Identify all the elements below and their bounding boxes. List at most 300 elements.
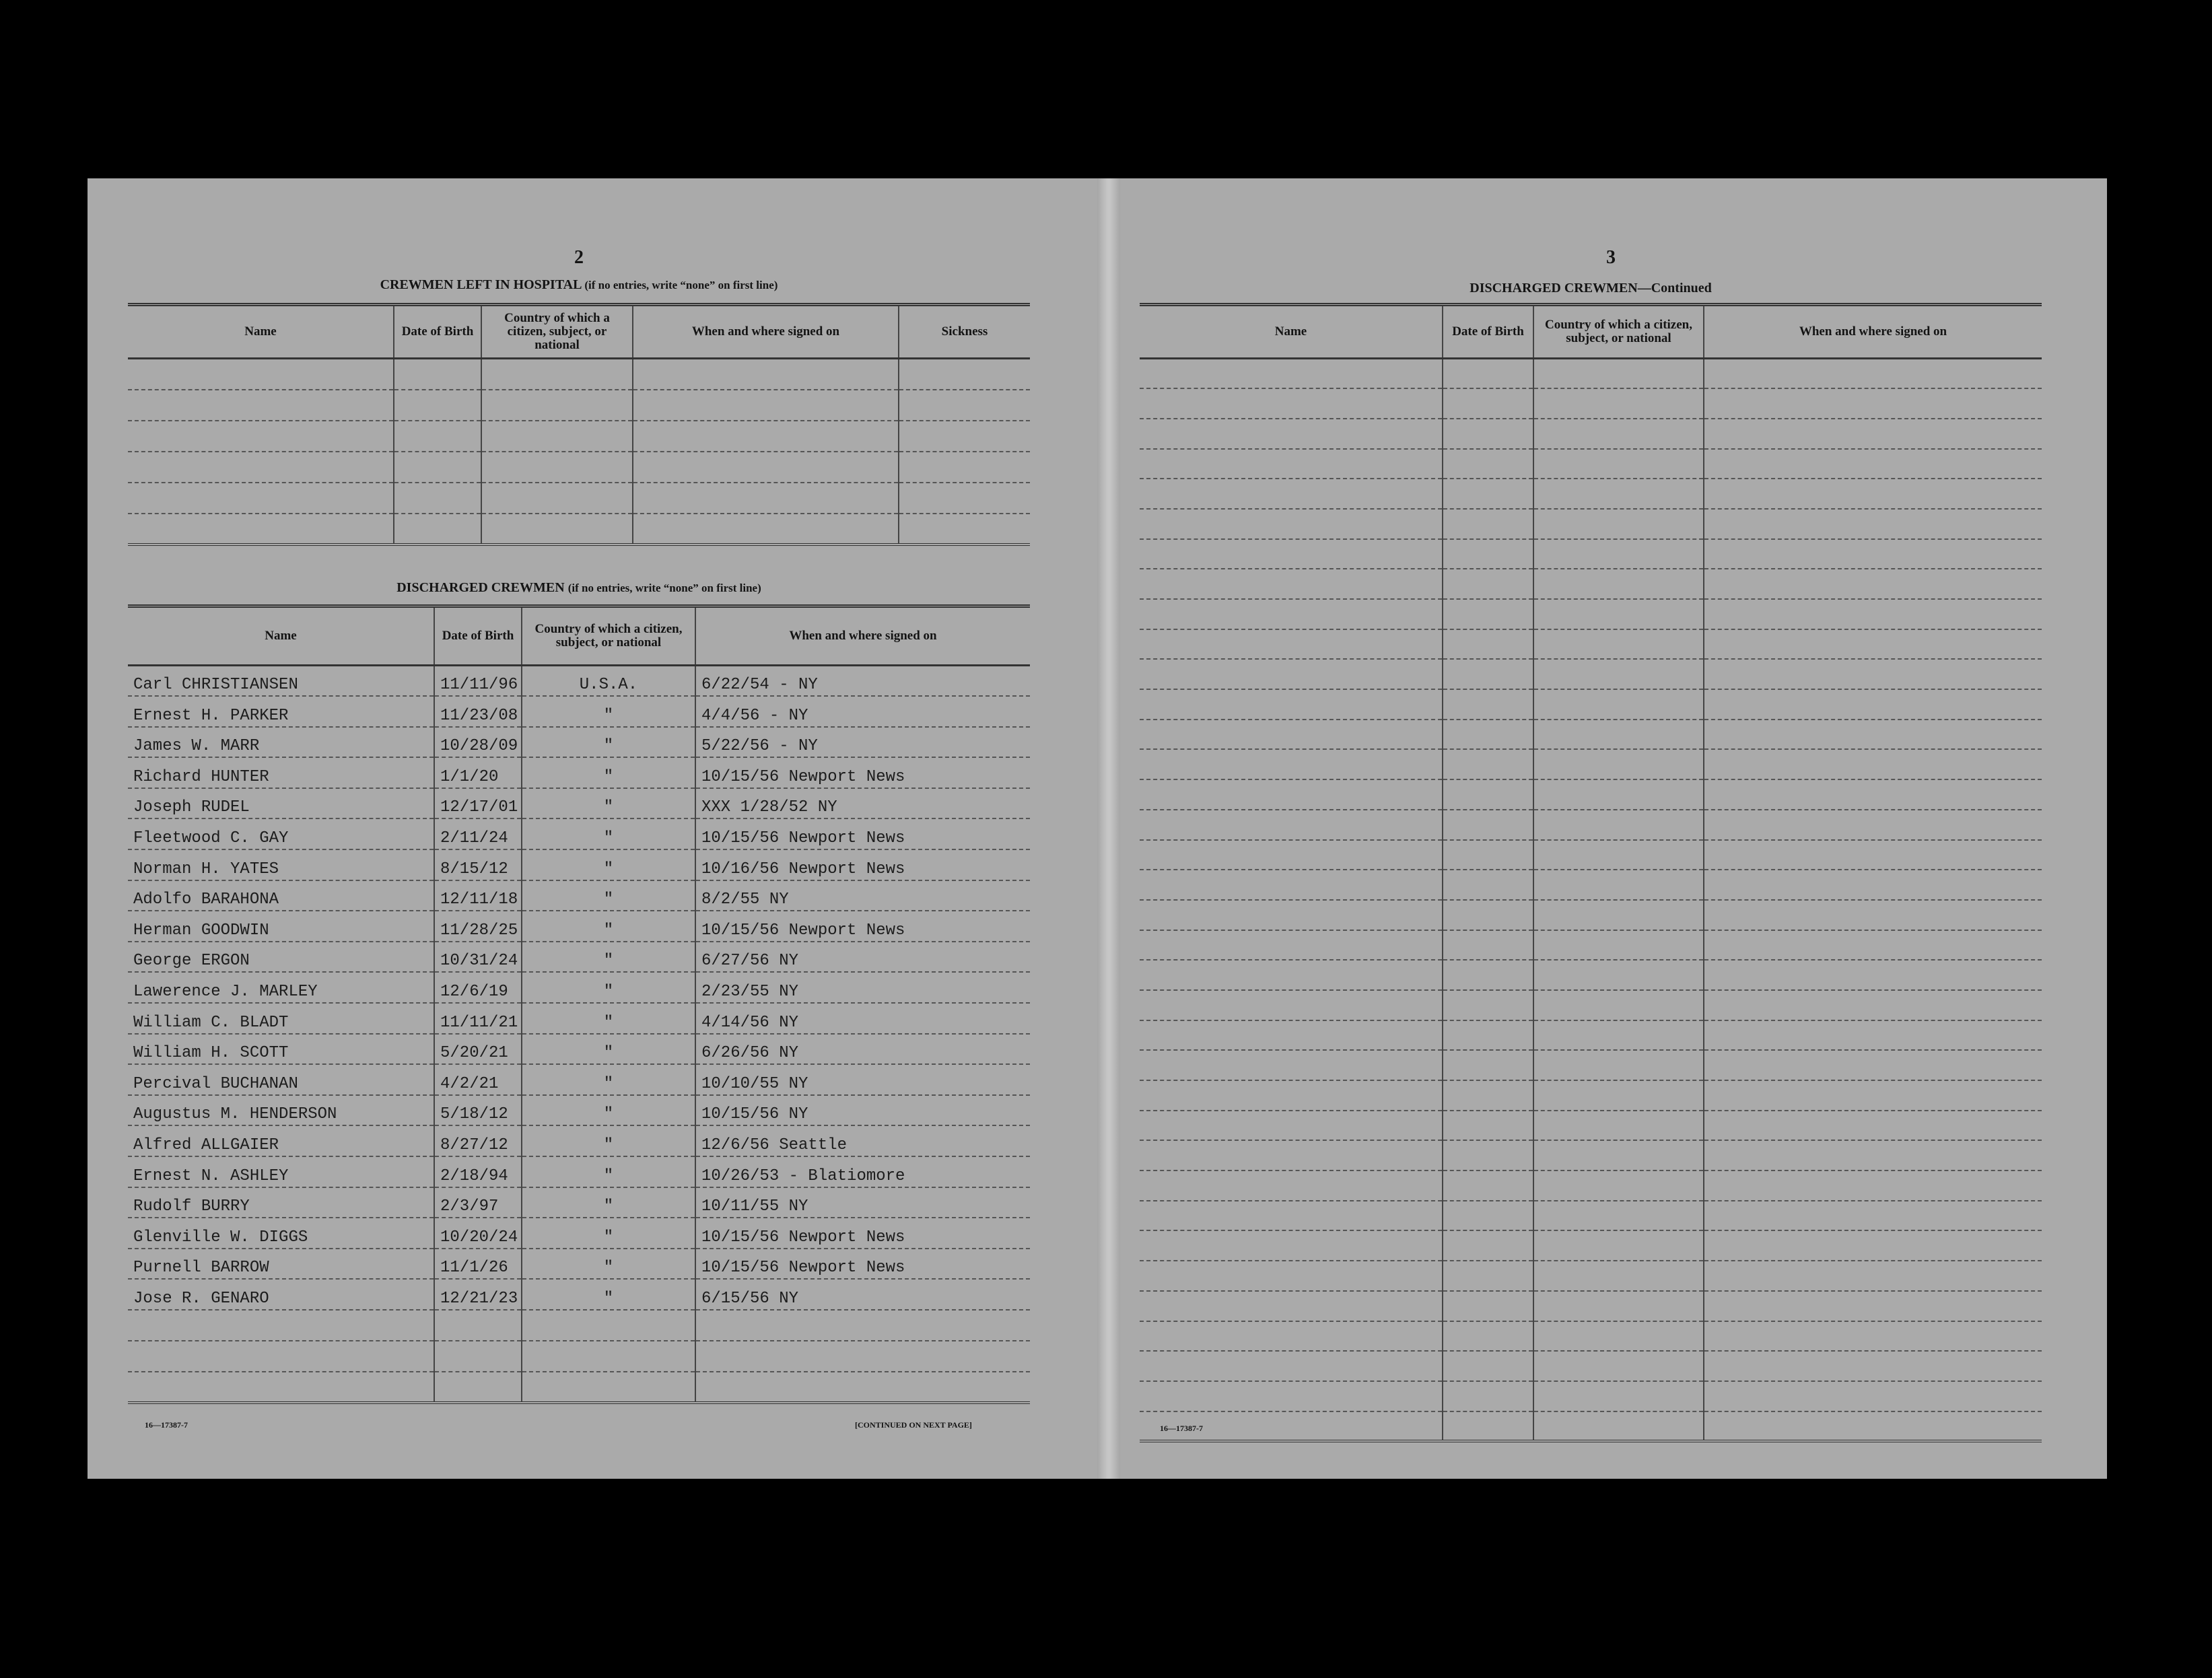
blank-cell	[1704, 990, 2042, 1020]
blank-cell	[1704, 960, 2042, 990]
blank-cell	[899, 483, 1030, 514]
blank-cell	[394, 514, 481, 545]
blank-cell	[1443, 599, 1533, 629]
blank-cell	[1443, 1111, 1533, 1141]
crew-row	[128, 880, 1030, 911]
blank-cell	[1140, 509, 1443, 539]
hospital-note: (if no entries, write “none” on first line)	[584, 279, 778, 291]
blank-row	[128, 421, 1030, 452]
crew-signed-on: 5/22/56 - NY	[695, 727, 1030, 758]
crew-dob: 12/17/01	[434, 788, 522, 819]
blank-cell	[394, 483, 481, 514]
blank-cell	[1443, 419, 1533, 449]
blank-cell	[128, 483, 394, 514]
blank-cell	[394, 452, 481, 483]
blank-cell	[1443, 1381, 1533, 1411]
col-header-name: Name	[128, 606, 434, 666]
crew-country: "	[522, 1125, 695, 1156]
blank-cell	[1533, 930, 1704, 960]
blank-cell	[1704, 629, 2042, 660]
blank-cell	[128, 390, 394, 421]
blank-cell	[1533, 539, 1704, 569]
blank-cell	[1704, 539, 2042, 569]
crew-signed-on: 10/15/56 Newport News	[695, 757, 1030, 788]
blank-row	[1140, 419, 2042, 449]
blank-cell	[633, 390, 899, 421]
form-number: 16—17387-7	[1160, 1424, 1203, 1433]
crew-signed-on: XXX 1/28/52 NY	[695, 788, 1030, 819]
crew-row	[128, 1064, 1030, 1095]
page-number: 3	[1606, 247, 1616, 268]
blank-cell	[1140, 960, 1443, 990]
crew-country: "	[522, 1095, 695, 1126]
blank-cell	[1140, 599, 1443, 629]
crew-row	[128, 727, 1030, 758]
blank-cell	[1443, 840, 1533, 870]
blank-cell	[899, 514, 1030, 545]
blank-cell	[695, 1310, 1030, 1341]
blank-cell	[1140, 870, 1443, 900]
blank-cell	[522, 1372, 695, 1403]
crew-row	[128, 696, 1030, 727]
blank-row	[1140, 960, 2042, 990]
blank-cell	[1704, 930, 2042, 960]
blank-cell	[481, 421, 633, 452]
crew-signed-on: 10/15/56 Newport News	[695, 1218, 1030, 1249]
blank-cell	[522, 1341, 695, 1372]
crew-row	[128, 972, 1030, 1003]
blank-cell	[1704, 659, 2042, 689]
crew-dob: 2/18/94	[434, 1156, 522, 1187]
blank-row	[1140, 1321, 2042, 1352]
crew-country: "	[522, 849, 695, 880]
blank-cell	[1533, 1351, 1704, 1381]
crew-row	[128, 1249, 1030, 1280]
discharged-section-title	[128, 580, 1030, 596]
blank-cell	[899, 452, 1030, 483]
blank-row	[128, 1372, 1030, 1403]
blank-cell	[695, 1341, 1030, 1372]
blank-row	[1140, 1111, 2042, 1141]
blank-cell	[1443, 900, 1533, 930]
blank-cell	[1533, 1050, 1704, 1080]
crew-dob: 8/27/12	[434, 1125, 522, 1156]
blank-cell	[1140, 1261, 1443, 1291]
blank-cell	[1704, 449, 2042, 479]
discharged-title: DISCHARGED CREWMEN	[396, 580, 565, 595]
crew-name: Ernest H. PARKER	[128, 696, 434, 727]
blank-row	[1140, 599, 2042, 629]
form-number: 16—17387-7	[145, 1420, 188, 1430]
crew-signed-on: 12/6/56 Seattle	[695, 1125, 1030, 1156]
crew-name: Herman GOODWIN	[128, 911, 434, 942]
blank-cell	[1140, 1111, 1443, 1141]
crew-country: "	[522, 911, 695, 942]
crew-name: Carl CHRISTIANSEN	[128, 666, 434, 697]
crew-signed-on: 6/22/54 - NY	[695, 666, 1030, 697]
blank-cell	[1704, 359, 2042, 389]
blank-cell	[481, 359, 633, 390]
crew-row	[128, 788, 1030, 819]
blank-cell	[1533, 569, 1704, 599]
blank-cell	[1533, 1170, 1704, 1201]
blank-cell	[1140, 359, 1443, 389]
blank-cell	[1533, 479, 1704, 509]
blank-cell	[1533, 359, 1704, 389]
blank-cell	[1533, 629, 1704, 660]
blank-row	[1140, 749, 2042, 779]
blank-row	[1140, 359, 2042, 389]
crew-signed-on: 10/15/56 Newport News	[695, 818, 1030, 849]
blank-cell	[1533, 840, 1704, 870]
blank-cell	[1140, 479, 1443, 509]
blank-row	[1140, 509, 2042, 539]
col-header-country: Country of which a citizen, subject, or national	[1533, 305, 1704, 359]
blank-cell	[1140, 629, 1443, 660]
blank-cell	[1443, 689, 1533, 720]
blank-cell	[1533, 1080, 1704, 1111]
blank-cell	[1443, 930, 1533, 960]
blank-cell	[1140, 1351, 1443, 1381]
blank-cell	[1704, 1291, 2042, 1321]
blank-cell	[1704, 599, 2042, 629]
blank-cell	[394, 359, 481, 390]
blank-row	[1140, 479, 2042, 509]
blank-cell	[434, 1341, 522, 1372]
blank-row	[1140, 449, 2042, 479]
crew-row	[128, 1218, 1030, 1249]
blank-cell	[1443, 1201, 1533, 1231]
crew-dob: 11/1/26	[434, 1249, 522, 1280]
crew-row	[128, 1187, 1030, 1218]
blank-cell	[1140, 1291, 1443, 1321]
blank-cell	[1443, 1080, 1533, 1111]
blank-cell	[1533, 1020, 1704, 1051]
blank-row	[1140, 1170, 2042, 1201]
blank-cell	[1704, 779, 2042, 810]
blank-cell	[1140, 930, 1443, 960]
discharged-table	[128, 604, 1030, 1404]
col-header-dob: Date of Birth	[434, 606, 522, 666]
blank-cell	[128, 359, 394, 390]
blank-cell	[1533, 1201, 1704, 1231]
crew-dob: 4/2/21	[434, 1064, 522, 1095]
blank-cell	[1704, 1201, 2042, 1231]
crew-country: "	[522, 1187, 695, 1218]
blank-row	[1140, 1291, 2042, 1321]
blank-cell	[1533, 1291, 1704, 1321]
blank-cell	[1704, 1261, 2042, 1291]
blank-cell	[1533, 1140, 1704, 1170]
blank-cell	[1704, 1321, 2042, 1352]
blank-cell	[1533, 1261, 1704, 1291]
blank-cell	[1533, 960, 1704, 990]
blank-cell	[128, 452, 394, 483]
blank-cell	[1443, 1291, 1533, 1321]
blank-cell	[1443, 659, 1533, 689]
crew-dob: 11/23/08	[434, 696, 522, 727]
blank-cell	[633, 514, 899, 545]
blank-row	[1140, 569, 2042, 599]
crew-country: "	[522, 1064, 695, 1095]
crew-row	[128, 666, 1030, 697]
crew-name: Ernest N. ASHLEY	[128, 1156, 434, 1187]
blank-cell	[1533, 449, 1704, 479]
blank-cell	[434, 1310, 522, 1341]
crew-signed-on: 10/15/56 Newport News	[695, 1249, 1030, 1280]
blank-cell	[1533, 1381, 1704, 1411]
crew-row	[128, 911, 1030, 942]
crew-country: "	[522, 942, 695, 973]
crew-country: "	[522, 727, 695, 758]
blank-cell	[1140, 810, 1443, 840]
blank-row	[1140, 1201, 2042, 1231]
col-header-name: Name	[128, 305, 394, 359]
blank-cell	[1443, 1050, 1533, 1080]
blank-row	[1140, 930, 2042, 960]
crew-dob: 2/11/24	[434, 818, 522, 849]
crew-name: Augustus M. HENDERSON	[128, 1095, 434, 1126]
blank-cell	[1704, 1381, 2042, 1411]
blank-cell	[1443, 810, 1533, 840]
blank-row	[1140, 1050, 2042, 1080]
crew-row	[128, 942, 1030, 973]
blank-cell	[1140, 419, 1443, 449]
blank-cell	[1533, 509, 1704, 539]
blank-row	[1140, 689, 2042, 720]
crew-signed-on: 4/14/56 NY	[695, 1003, 1030, 1034]
crew-country: "	[522, 880, 695, 911]
blank-row	[128, 1310, 1030, 1341]
blank-cell	[1704, 810, 2042, 840]
blank-cell	[1443, 479, 1533, 509]
blank-cell	[1443, 749, 1533, 779]
blank-cell	[1704, 840, 2042, 870]
blank-cell	[1533, 990, 1704, 1020]
blank-row	[1140, 990, 2042, 1020]
blank-cell	[633, 483, 899, 514]
blank-cell	[899, 359, 1030, 390]
blank-row	[1140, 1140, 2042, 1170]
crew-dob: 8/15/12	[434, 849, 522, 880]
blank-cell	[899, 421, 1030, 452]
blank-cell	[128, 1310, 434, 1341]
crew-name: Lawerence J. MARLEY	[128, 972, 434, 1003]
blank-cell	[1704, 689, 2042, 720]
blank-row	[1140, 779, 2042, 810]
blank-cell	[1704, 388, 2042, 419]
crew-dob: 2/3/97	[434, 1187, 522, 1218]
crew-row	[128, 1003, 1030, 1034]
crew-dob: 5/18/12	[434, 1095, 522, 1126]
crew-signed-on: 10/15/56 NY	[695, 1095, 1030, 1126]
col-header-dob: Date of Birth	[394, 305, 481, 359]
blank-cell	[1704, 569, 2042, 599]
crew-signed-on: 6/27/56 NY	[695, 942, 1030, 973]
crew-name: Fleetwood C. GAY	[128, 818, 434, 849]
blank-cell	[1533, 870, 1704, 900]
blank-row	[128, 359, 1030, 390]
blank-cell	[1533, 599, 1704, 629]
crew-dob: 12/21/23	[434, 1279, 522, 1310]
blank-cell	[1704, 720, 2042, 750]
crew-signed-on: 6/15/56 NY	[695, 1279, 1030, 1310]
crew-dob: 12/11/18	[434, 880, 522, 911]
blank-cell	[1533, 659, 1704, 689]
blank-row	[128, 483, 1030, 514]
blank-cell	[1140, 900, 1443, 930]
blank-cell	[1704, 419, 2042, 449]
blank-cell	[633, 452, 899, 483]
crew-country: U.S.A.	[522, 666, 695, 697]
col-header-country: Country of which a citizen, subject, or national	[481, 305, 633, 359]
crew-dob: 1/1/20	[434, 757, 522, 788]
blank-cell	[1533, 689, 1704, 720]
blank-cell	[1533, 720, 1704, 750]
crew-row	[128, 1279, 1030, 1310]
crew-row	[128, 1156, 1030, 1187]
blank-cell	[1533, 419, 1704, 449]
blank-row	[128, 452, 1030, 483]
blank-cell	[1533, 779, 1704, 810]
crew-name: William C. BLADT	[128, 1003, 434, 1034]
crew-dob: 10/31/24	[434, 942, 522, 973]
blank-row	[1140, 1020, 2042, 1051]
crew-name: Glenville W. DIGGS	[128, 1218, 434, 1249]
crew-signed-on: 2/23/55 NY	[695, 972, 1030, 1003]
blank-cell	[1443, 720, 1533, 750]
blank-cell	[695, 1372, 1030, 1403]
blank-cell	[1140, 569, 1443, 599]
blank-cell	[1443, 870, 1533, 900]
hospital-title: CREWMEN LEFT IN HOSPITAL	[380, 277, 582, 292]
blank-cell	[481, 452, 633, 483]
blank-cell	[1704, 509, 2042, 539]
crew-signed-on: 6/26/56 NY	[695, 1034, 1030, 1065]
blank-cell	[1140, 1321, 1443, 1352]
blank-row	[1140, 720, 2042, 750]
crew-row	[128, 1095, 1030, 1126]
crew-name: Rudolf BURRY	[128, 1187, 434, 1218]
crew-name: George ERGON	[128, 942, 434, 973]
blank-row	[1140, 388, 2042, 419]
crew-name: Norman H. YATES	[128, 849, 434, 880]
crew-row	[128, 757, 1030, 788]
blank-cell	[1533, 810, 1704, 840]
blank-cell	[1140, 779, 1443, 810]
blank-cell	[128, 1372, 434, 1403]
crew-country: "	[522, 1003, 695, 1034]
page-number: 2	[574, 247, 584, 268]
crew-dob: 10/20/24	[434, 1218, 522, 1249]
crew-name: Joseph RUDEL	[128, 788, 434, 819]
blank-cell	[1443, 539, 1533, 569]
crew-name: James W. MARR	[128, 727, 434, 758]
blank-row	[1140, 629, 2042, 660]
crew-name: Purnell BARROW	[128, 1249, 434, 1280]
crew-name: Richard HUNTER	[128, 757, 434, 788]
blank-cell	[1704, 1411, 2042, 1442]
col-header-country: Country of which a citizen, subject, or national	[522, 606, 695, 666]
blank-cell	[1140, 1050, 1443, 1080]
blank-cell	[1533, 1111, 1704, 1141]
crew-country: "	[522, 1279, 695, 1310]
blank-cell	[434, 1372, 522, 1403]
blank-cell	[633, 421, 899, 452]
blank-row	[1140, 1230, 2042, 1261]
crew-signed-on: 10/26/53 - Blatiomore	[695, 1156, 1030, 1187]
blank-cell	[1140, 990, 1443, 1020]
crew-signed-on: 8/2/55 NY	[695, 880, 1030, 911]
blank-cell	[1704, 1351, 2042, 1381]
blank-cell	[1533, 1411, 1704, 1442]
blank-cell	[1704, 1020, 2042, 1051]
blank-cell	[128, 421, 394, 452]
blank-cell	[1443, 1411, 1533, 1442]
blank-cell	[1140, 449, 1443, 479]
crew-signed-on: 10/10/55 NY	[695, 1064, 1030, 1095]
blank-cell	[1443, 990, 1533, 1020]
col-header-dob: Date of Birth	[1443, 305, 1533, 359]
blank-cell	[1140, 840, 1443, 870]
blank-cell	[1443, 569, 1533, 599]
blank-cell	[1443, 359, 1533, 389]
blank-row	[128, 514, 1030, 545]
blank-cell	[1704, 1050, 2042, 1080]
col-header-signed-on: When and where signed on	[695, 606, 1030, 666]
crew-country: "	[522, 696, 695, 727]
blank-cell	[1140, 1201, 1443, 1231]
crew-country: "	[522, 1034, 695, 1065]
blank-row	[1140, 539, 2042, 569]
col-header-name: Name	[1140, 305, 1443, 359]
blank-cell	[1443, 1230, 1533, 1261]
blank-cell	[1443, 1020, 1533, 1051]
blank-cell	[1533, 1321, 1704, 1352]
blank-cell	[1533, 388, 1704, 419]
hospital-section-title	[128, 277, 1030, 293]
blank-cell	[394, 390, 481, 421]
blank-cell	[1443, 449, 1533, 479]
blank-row	[1140, 1411, 2042, 1442]
crew-signed-on: 10/11/55 NY	[695, 1187, 1030, 1218]
blank-cell	[1704, 1140, 2042, 1170]
crew-dob: 11/11/21	[434, 1003, 522, 1034]
blank-cell	[522, 1310, 695, 1341]
blank-cell	[633, 359, 899, 390]
crew-row	[128, 818, 1030, 849]
crew-country: "	[522, 972, 695, 1003]
crew-name: Alfred ALLGAIER	[128, 1125, 434, 1156]
blank-cell	[1140, 1230, 1443, 1261]
blank-cell	[1140, 1080, 1443, 1111]
crew-name: Adolfo BARAHONA	[128, 880, 434, 911]
blank-cell	[1140, 720, 1443, 750]
blank-cell	[128, 514, 394, 545]
crew-dob: 11/28/25	[434, 911, 522, 942]
blank-cell	[1443, 1170, 1533, 1201]
blank-cell	[1140, 1020, 1443, 1051]
page-fold	[1097, 178, 1120, 1479]
document-sheet	[88, 178, 2107, 1479]
blank-row	[1140, 659, 2042, 689]
crew-dob: 10/28/09	[434, 727, 522, 758]
blank-row	[1140, 1080, 2042, 1111]
blank-cell	[1704, 1111, 2042, 1141]
blank-cell	[128, 1341, 434, 1372]
crew-dob: 5/20/21	[434, 1034, 522, 1065]
blank-cell	[899, 390, 1030, 421]
